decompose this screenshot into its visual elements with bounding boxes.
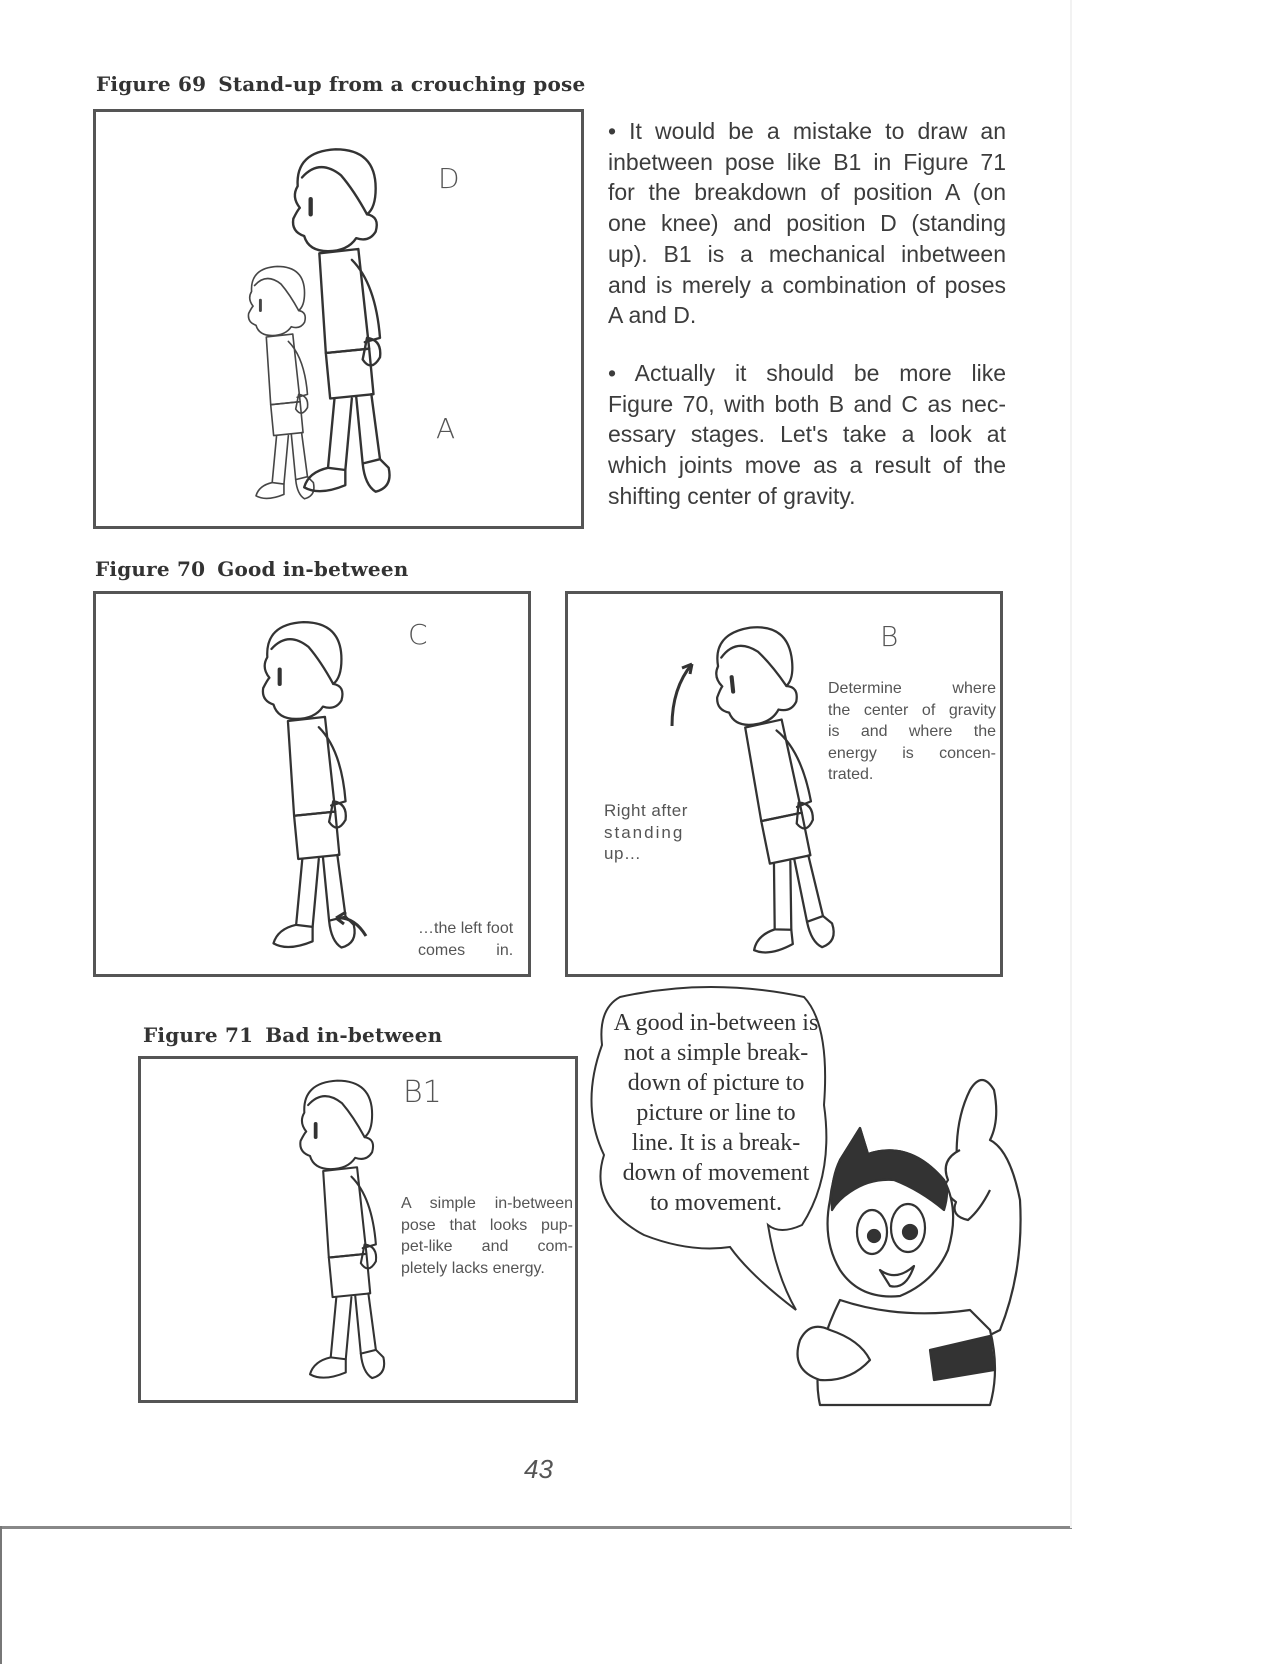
boy-pose-b-drawing: [708, 620, 838, 970]
note-line: Determine where: [828, 680, 996, 697]
figure-69-caption: [96, 72, 585, 96]
page-right-edge: [1070, 0, 1072, 1528]
page-left-edge: [0, 1526, 2, 1664]
right-after-standing-note: [604, 800, 688, 865]
center-of-gravity-note: [828, 678, 996, 786]
upward-arrow-icon: [668, 658, 698, 728]
astro-boy-character-drawing: [810, 1070, 1030, 1405]
figure-71-illustration: [138, 1056, 578, 1403]
pose-label-d: D: [438, 162, 460, 195]
note-line: standing: [604, 822, 685, 842]
body-paragraph-1: [608, 116, 1006, 331]
curved-arrow-icon: [334, 912, 374, 942]
figure-number: Figure 70: [95, 557, 206, 581]
figure-number: Figure 71: [143, 1023, 254, 1047]
note-line: comes in.: [418, 941, 514, 959]
text-line: shifting center of gravity.: [608, 482, 856, 509]
bad-inbetween-note: [401, 1193, 573, 1279]
bubble-line: A good in-between is: [613, 1010, 819, 1036]
note-line: pet-like and com-: [401, 1238, 573, 1255]
left-foot-note: [418, 918, 513, 961]
pose-label-c: C: [408, 618, 428, 651]
figure-title: Bad in-between: [265, 1023, 443, 1047]
pose-label-a: A: [436, 412, 456, 445]
bubble-line: down of movement: [622, 1160, 810, 1186]
bubble-line: line. It is a break-: [631, 1130, 801, 1156]
page-bottom-edge: [0, 1526, 1072, 1529]
body-paragraph-2: [608, 358, 1006, 512]
figure-title: Stand-up from a crouching pose: [218, 72, 586, 96]
note-line: pose that looks pup-: [401, 1216, 573, 1234]
figure-title: Good in-between: [217, 557, 409, 581]
crouching-boy-drawing: [226, 262, 336, 512]
text-line: inbetween pose like B1 in Figure 71: [608, 148, 1006, 175]
figure-70-caption: [95, 557, 409, 581]
figure-70-panel-b: [565, 591, 1003, 977]
note-line: A simple in-between: [401, 1195, 573, 1212]
text-line: which joints move as a result of the: [608, 452, 1006, 479]
figure-69-illustration: [93, 109, 584, 529]
pose-label-b1: B1: [403, 1075, 442, 1110]
note-line: Right after: [604, 801, 688, 820]
page-number: 43: [524, 1454, 553, 1484]
note-line: up…: [604, 844, 642, 863]
text-line: and is merely a combination of poses: [608, 271, 1006, 298]
bubble-line: to movement.: [650, 1190, 782, 1216]
text-line: for the breakdown of position A (on: [608, 179, 1006, 206]
note-line: the center of gravity: [828, 701, 996, 719]
boy-pose-b1-drawing: [281, 1075, 403, 1395]
text-line: up). B1 is a mechanical inbetween: [608, 240, 1006, 267]
figure-70-panel-c: [93, 591, 531, 977]
figure-number: Figure 69: [96, 72, 207, 96]
text-line: essary stages. Let's take a look at: [608, 421, 1006, 448]
bubble-line: down of picture to: [627, 1070, 805, 1096]
text-line: • It would be a mistake to draw an: [608, 118, 1006, 144]
speech-bubble-text: [596, 1008, 836, 1218]
bubble-line: picture or line to: [636, 1100, 796, 1126]
note-line: pletely lacks energy.: [401, 1259, 545, 1277]
figure-71-caption: [143, 1023, 442, 1047]
bubble-line: not a simple break-: [623, 1040, 809, 1066]
text-line: Figure 70, with both B and C as nec-: [608, 390, 1006, 417]
pose-label-b: B: [880, 620, 899, 653]
text-line: one knee) and position D (standing: [608, 210, 1006, 237]
note-line: energy is concen-: [828, 744, 996, 762]
text-line: A and D.: [608, 302, 697, 329]
note-line: …the left foot: [418, 920, 514, 937]
note-line: is and where the: [828, 723, 996, 740]
text-line: • Actually it should be more like: [608, 360, 1006, 386]
note-line: trated.: [828, 766, 874, 783]
